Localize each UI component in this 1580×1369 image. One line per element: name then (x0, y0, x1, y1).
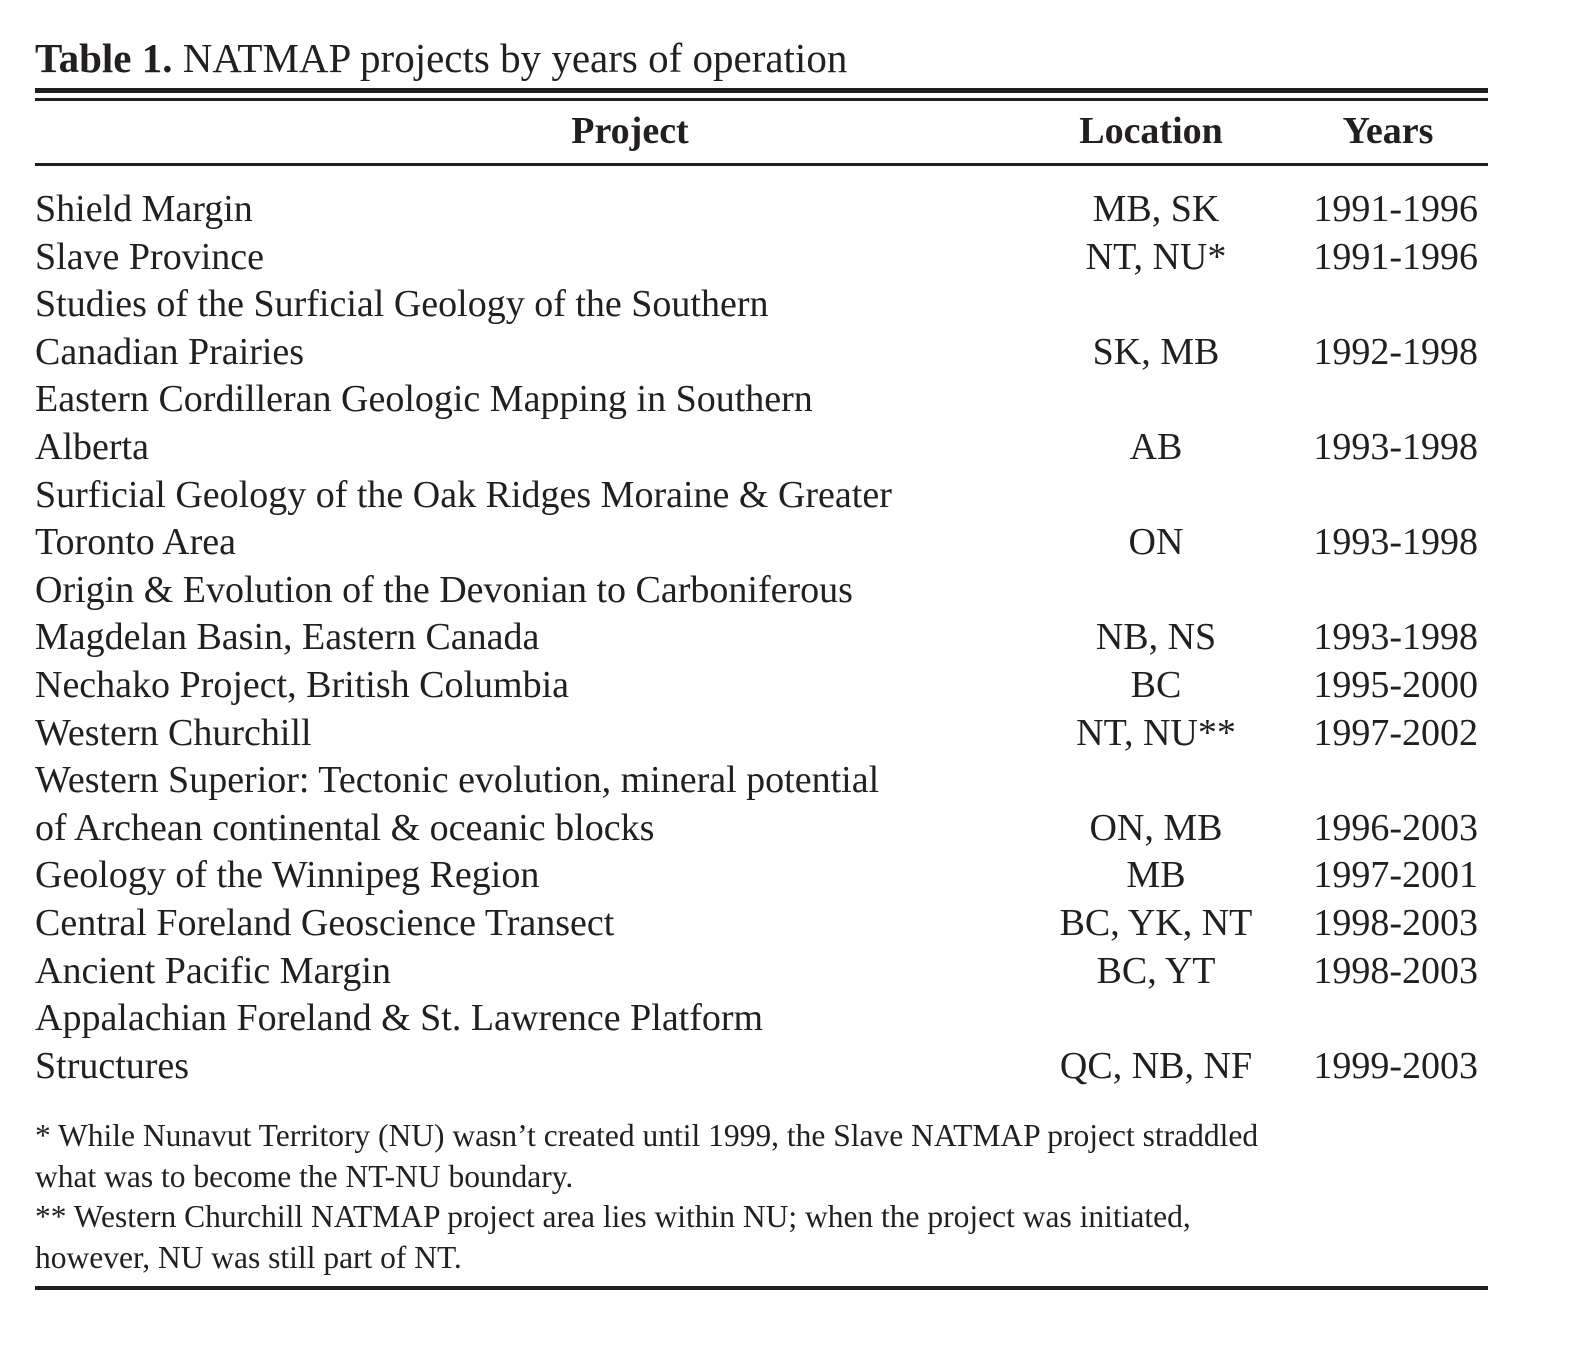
cell-project (35, 710, 1045, 758)
cell-location: MB, SK (1092, 188, 1220, 230)
project-name-line: of Archean continental & oceanic blocks (35, 806, 655, 849)
project-name-line: Toronto Area (35, 521, 237, 564)
project-name-line: Central Foreland Geoscience Transect (35, 901, 615, 944)
caption-title: NATMAP projects by years of operation (182, 35, 848, 81)
cell-location: NT, NU* (1085, 235, 1227, 278)
table-row (35, 234, 1488, 282)
cell-years: 1993-1998 (1313, 616, 1478, 659)
project-name-line: Western Superior: Tectonic evolution, mineral potential (35, 759, 880, 802)
header-rule (35, 163, 1488, 166)
cell-years: 1997-2001 (1313, 854, 1478, 897)
cell-project (35, 376, 1045, 471)
footnote-line: ** Western Churchill NATMAP project area lies within NU; when the project was initiated, (35, 1199, 1191, 1235)
cell-years: 1991-1996 (1313, 188, 1478, 230)
header-location: Location (1079, 110, 1223, 152)
cell-project (35, 472, 1045, 567)
table-row (35, 710, 1488, 758)
footnote-line: * While Nunavut Territory (NU) wasn’t created until 1999, the Slave NATMAP project straddled (35, 1118, 1259, 1154)
top-double-rule (35, 88, 1488, 101)
cell-location: ON (1128, 521, 1184, 564)
table-row (35, 900, 1488, 948)
cell-years: 1993-1998 (1313, 425, 1478, 468)
project-name-line: Western Churchill (35, 711, 312, 754)
cell-project (35, 948, 1045, 996)
footnote-line: what was to become the NT-NU boundary. (35, 1158, 574, 1194)
table-figure (35, 30, 1488, 1290)
header-project: Project (571, 110, 689, 152)
footnotes (35, 1116, 1488, 1278)
cell-location: BC, YT (1096, 949, 1216, 992)
cell-location: AB (1129, 425, 1183, 468)
footnote (35, 1197, 1488, 1278)
cell-project (35, 852, 1045, 900)
table-row (35, 948, 1488, 996)
cell-years: 1995-2000 (1313, 663, 1478, 706)
cell-location: NB, NS (1095, 616, 1217, 659)
cell-project (35, 281, 1045, 376)
cell-project (35, 757, 1045, 852)
project-name-line: Nechako Project, British Columbia (35, 663, 570, 706)
cell-years: 1997-2002 (1313, 711, 1478, 754)
table-row (35, 281, 1488, 376)
cell-years: 1998-2003 (1313, 901, 1478, 944)
cell-location: BC (1130, 663, 1182, 706)
table-row (35, 567, 1488, 662)
cell-location: SK, MB (1092, 330, 1220, 373)
table-body (35, 186, 1488, 1090)
table-row (35, 186, 1488, 234)
cell-project (35, 234, 1045, 282)
cell-project (35, 186, 1045, 234)
project-name-line: Shield Margin (35, 188, 253, 230)
cell-project (35, 900, 1045, 948)
project-name-line: Origin & Evolution of the Devonian to Carboniferous (35, 568, 853, 611)
footnote (35, 1116, 1488, 1197)
caption-label: Table 1. (35, 35, 173, 81)
header-years: Years (1342, 110, 1434, 152)
table-row (35, 662, 1488, 710)
cell-location: BC, YK, NT (1059, 901, 1253, 944)
project-name-line: Appalachian Foreland & St. Lawrence Platform (35, 997, 764, 1040)
project-name-line: Eastern Cordilleran Geologic Mapping in Southern (35, 378, 813, 421)
cell-project (35, 567, 1045, 662)
project-name-line: Studies of the Surficial Geology of the Southern (35, 283, 769, 326)
project-name-line: Ancient Pacific Margin (35, 949, 391, 992)
project-name-line: Geology of the Winnipeg Region (35, 854, 540, 897)
table-row (35, 995, 1488, 1090)
cell-location: ON, MB (1089, 806, 1223, 849)
table-row (35, 376, 1488, 471)
project-name-line: Surficial Geology of the Oak Ridges Moraine & Greater (35, 473, 892, 516)
cell-years: 1992-1998 (1313, 330, 1478, 373)
table-header (35, 101, 1488, 163)
cell-years: 1998-2003 (1313, 949, 1478, 992)
cell-years: 1996-2003 (1313, 806, 1478, 849)
project-name-line: Canadian Prairies (35, 330, 305, 373)
cell-years: 1999-2003 (1313, 1044, 1478, 1087)
cell-years: 1991-1996 (1313, 235, 1478, 278)
cell-location: MB (1126, 854, 1186, 897)
project-name-line: Alberta (35, 425, 149, 468)
table-row (35, 852, 1488, 900)
project-name-line: Slave Province (35, 235, 265, 278)
table-row (35, 472, 1488, 567)
cell-location: QC, NB, NF (1059, 1044, 1253, 1087)
cell-location: NT, NU** (1076, 711, 1236, 754)
bottom-rule (35, 1286, 1488, 1290)
footnote-line: however, NU was still part of NT. (35, 1239, 462, 1275)
table-caption (35, 30, 1488, 86)
project-name-line: Structures (35, 1044, 190, 1087)
table-row (35, 757, 1488, 852)
cell-project (35, 662, 1045, 710)
cell-project (35, 995, 1045, 1090)
project-name-line: Magdelan Basin, Eastern Canada (35, 616, 540, 659)
cell-years: 1993-1998 (1313, 521, 1478, 564)
